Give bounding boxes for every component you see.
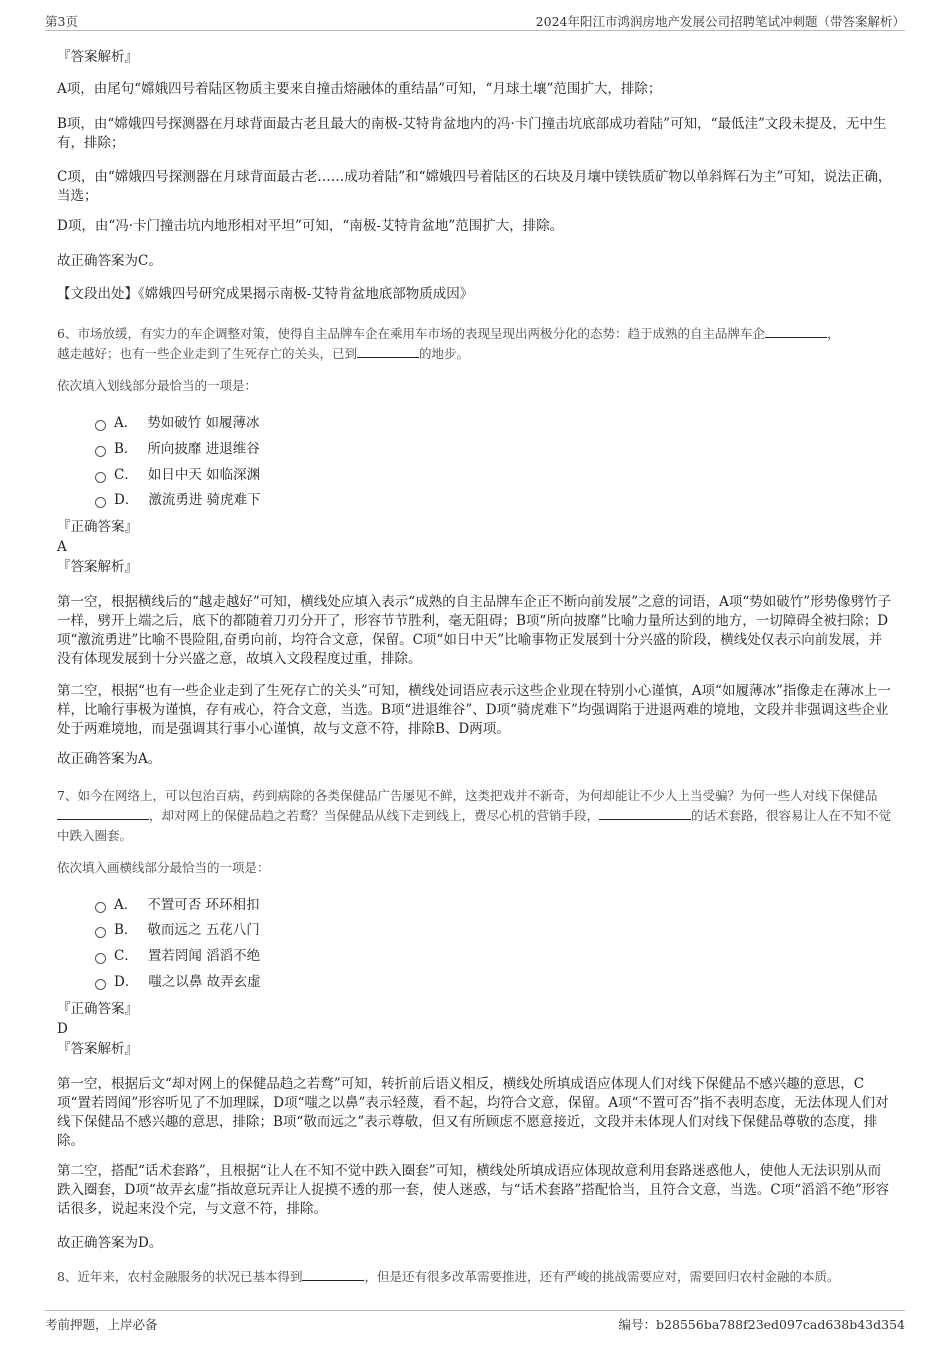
q7-option-a[interactable]: A． 不置可否 环环相扣 <box>95 895 260 915</box>
q8-stem: 8、近年来，农村金融服务的状况已基本得到 ，但是还有很多改革需要推进，还有严峻的挑战需要应对，需要回归农村金融的本质。 <box>57 1269 840 1284</box>
q6-analysis-label: 『答案解析』 <box>57 559 138 575</box>
page-header <box>45 10 905 31</box>
q7-conclusion: 故正确答案为D。 <box>57 1235 163 1251</box>
q7-stem: 7、如今在网络上，可以包治百病，药到病除的各类保健品广告屡见不鲜，这类把戏并不新奇，为何却能让不少人上当受骗？为何一些人对线下保健品，却对网上的保健品趋之若鹜？当保健品从线下走到线上，费尽心机的营销手段， 的话术套路，很容易让人在不知不觉中跌入圈套。 <box>57 788 892 843</box>
fill-blank <box>765 325 827 338</box>
q5-analysis-b: B项，由“嫦娥四号探测器在月球背面最古老且最大的南极-艾特肯盆地内的冯·卡门撞击坑底部成功着陆”可知，“最低洼”文段未提及，无中生有，排除； <box>57 116 887 151</box>
q5-analysis-label: 『答案解析』 <box>57 49 138 65</box>
q6-option-c[interactable]: C． 如日中天 如临深渊 <box>95 465 260 485</box>
q6-conclusion: 故正确答案为A。 <box>57 751 162 767</box>
q6-option-b[interactable]: B． 所向披靡 进退维谷 <box>95 439 260 459</box>
fill-blank <box>357 345 419 358</box>
page-number: 第3页 <box>45 14 78 29</box>
q6-analysis-p1: 第一空，根据横线后的“越走越好”可知，横线处应填入表示“成熟的自主品牌车企正不断向前发展”之意的词语，A项“势如破竹”形势像劈竹子一样，劈开上端之后，底下的都随着刀刃分开了，形容节节胜利，毫无阻碍；B项“所向披靡”比喻力量所达到的地方，一切障碍全被扫除；D项“激流勇进”比喻不畏险阻,奋勇向前，均符合文意，保留。C项“如日中天”比喻事物正发展到十分兴盛的阶段，横线处仅表示向前发展，并没有体现发展到十分兴盛之意，故填入文段程度过重，排除。 <box>57 594 892 667</box>
q7-option-d[interactable]: D． 嗤之以鼻 故弄玄虚 <box>95 972 261 992</box>
radio-button[interactable] <box>95 979 106 990</box>
q7-analysis-p1: 第一空，根据后文“却对网上的保健品趋之若鹜”可知，转折前后语义相反，横线处所填成语应体现人们对线下保健品不感兴趣的意思，C项“置若罔闻”形容听见了不加理睬，D项“嗤之以鼻”表示轻蔑，看不起，均符合文意，保留。A项“不置可否”指不表明态度，无法体现人们对线下保健品不感兴趣的意思，排除；B项“敬而远之”表示尊敬，但又有所顾虑不愿意接近，文段并未体现人们对线下保健品尊敬的态度，排除。 <box>57 1076 889 1149</box>
q5-conclusion: 故正确答案为C。 <box>57 253 162 269</box>
q6-prompt: 依次填入划线部分最恰当的一项是： <box>57 378 258 393</box>
document-title: 2024年阳江市鸿润房地产发展公司招聘笔试冲刺题（带答案解析） <box>535 14 905 29</box>
q6-answer-label: 『正确答案』 <box>57 519 138 535</box>
q5-analysis-d: D项，由“冯·卡门撞击坑内地形相对平坦”可知，“南极-艾特肯盆地”范围扩大，排除。 <box>57 218 564 234</box>
q6-stem: 6、市场放缓，有实力的车企调整对策，使得自主品牌车企在乘用车市场的表现呈现出两极分化的态势：趋于成熟的自主品牌车企 ， 越走越好；也有一些企业走到了生死存亡的关头，已到 的地步。 <box>57 326 840 361</box>
footer-slogan: 考前押题，上岸必备 <box>45 1317 158 1332</box>
q7-answer-label: 『正确答案』 <box>57 1001 138 1017</box>
q7-prompt: 依次填入画横线部分最恰当的一项是： <box>57 860 270 875</box>
radio-button[interactable] <box>95 472 106 483</box>
fill-blank <box>599 807 691 820</box>
q5-analysis-a: A项，由尾句“嫦娥四号着陆区物质主要来自撞击熔融体的重结晶”可知，“月球土壤”范围扩大，排除； <box>57 81 662 97</box>
q6-option-a[interactable]: A． 势如破竹 如履薄冰 <box>95 413 260 433</box>
q6-answer: A <box>57 539 67 555</box>
document-id: 编号：b28556ba788f23ed097cad638b43d354 <box>618 1317 905 1332</box>
radio-button[interactable] <box>95 497 106 508</box>
q7-analysis-label: 『答案解析』 <box>57 1041 138 1057</box>
q7-analysis-p2: 第二空，搭配“话术套路”，且根据“让人在不知不觉中跌入圈套”可知，横线处所填成语应体现故意利用套路迷惑他人，使他人无法识别从而跌入圈套，D项“故弄玄虚”指故意玩弄让人捉摸不透的那一套，使人迷惑，与“话术套路”搭配恰当，且符合文意，当选。C项“滔滔不绝”形容话很多，说起来没个完，与文意不符，排除。 <box>57 1163 890 1217</box>
q7-answer: D <box>57 1021 68 1037</box>
radio-button[interactable] <box>95 927 106 938</box>
radio-button[interactable] <box>95 446 106 457</box>
radio-button[interactable] <box>95 902 106 913</box>
page-footer <box>45 1310 905 1335</box>
radio-button[interactable] <box>95 420 106 431</box>
fill-blank <box>302 1268 364 1281</box>
fill-blank <box>57 807 149 820</box>
radio-button[interactable] <box>95 953 106 964</box>
q7-option-c[interactable]: C． 置若罔闻 滔滔不绝 <box>95 946 260 966</box>
q6-analysis-p2: 第二空，根据“也有一些企业走到了生死存亡的关头”可知，横线处词语应表示这些企业现在特别小心谨慎，A项“如履薄冰”指像走在薄冰上一样，比喻行事极为谨慎，存有戒心，符合文意，当选。B项“进退维谷”、D项“骑虎难下”均强调陷于进退两难的境地，文段并非强调这些企业处于两难境地，而是强调其行事小心谨慎，故与文意不符，排除B、D两项。 <box>57 683 891 737</box>
q7-option-b[interactable]: B． 敬而远之 五花八门 <box>95 920 260 940</box>
q6-option-d[interactable]: D． 激流勇进 骑虎难下 <box>95 490 261 510</box>
q5-analysis-c: C项，由“嫦娥四号探测器在月球背面最古老……成功着陆”和“嫦娥四号着陆区的石块及月壤中镁铁质矿物以单斜辉石为主”可知，说法正确，当选； <box>57 169 892 204</box>
q5-source: 【文段出处】《嫦娥四号研究成果揭示南极-艾特肯盆地底部物质成因》 <box>57 286 474 302</box>
